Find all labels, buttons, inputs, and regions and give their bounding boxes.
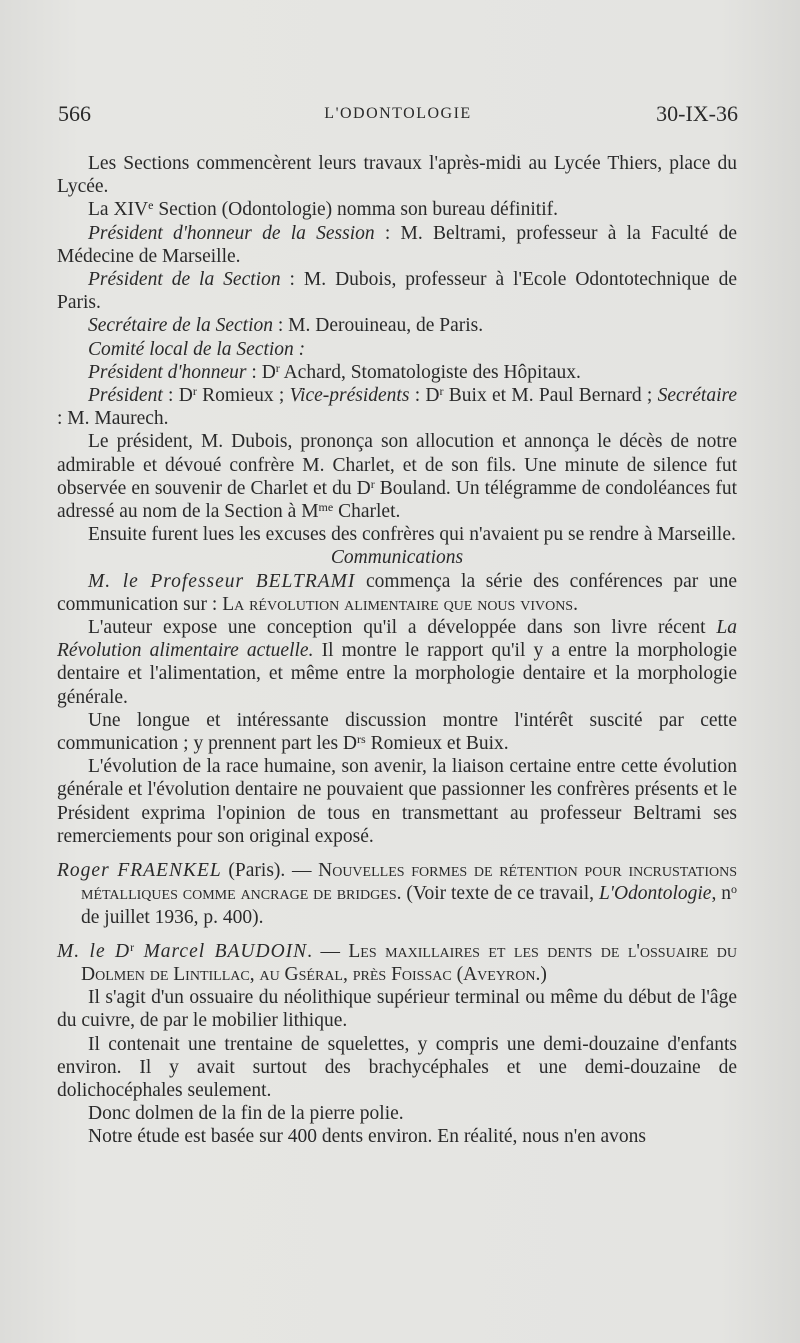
paragraph [57,859,737,929]
paragraph-text: Buix et M. Paul Bernard ; [443,385,658,407]
superscript: r [370,476,375,491]
paragraph-text: Donc dolmen de la fin de la pierre polie. [88,1103,404,1125]
paragraph-text: de juillet 1936, p. 400). [81,906,264,928]
paragraph-text: La XIV [88,199,149,221]
book-title: La Révolution alimentaire actuelle. [57,617,737,662]
paragraph-text: , n [711,883,731,905]
paragraph-text: Romieux et Buix. [365,733,509,755]
body-text [57,152,737,1149]
paragraph [57,314,737,337]
paragraph-text: Section (Odontologie) nomma son bureau définitif. [153,199,558,221]
paragraph-text: (Voir texte de ce travail, [401,883,599,905]
paragraph [57,198,737,221]
paragraph [57,986,737,1032]
role-label: Président d'honneur de la Session [88,222,375,244]
paragraph-text: : M. Dubois, professeur à l'Ecole Odontotechnique de Paris. [57,269,738,314]
paragraph [57,616,737,709]
paragraph-text: Romieux ; [196,385,290,407]
paragraph-text: Il s'agit d'un ossuaire du néolithique supérieur terminal ou même du début de l'âge du cuivre, de par le mobilier lithique. [57,987,737,1032]
paragraph-text: . — [307,940,349,962]
paragraph [57,384,737,430]
paragraph-text: : M. Beltrami, professeur à la Faculté de Médecine de Marseille. [57,222,737,267]
paragraph-text: Il montre le rapport qu'il y a entre la morphologie dentaire et l'alimentation, et même entre la morphologie dentaire et la morphologie générale. [57,640,738,708]
page-header [58,101,738,131]
paragraph [57,361,737,384]
section-title: Communications [330,547,464,569]
superscript: rs [357,732,366,747]
paragraph-text: commença la série des conférences par une communication sur : [57,570,737,615]
communication-title: La révolution alimentaire que nous vivons. [222,593,578,615]
superscript: o [730,882,737,897]
superscript: r [275,360,280,375]
paragraph [57,222,737,268]
paragraph [57,268,737,314]
paragraph [57,1125,737,1148]
paragraph-text: Les Sections commencèrent leurs travaux l'après-midi au Lycée Thiers, place du Lycée. [57,153,737,198]
role-label: Président de la Section [88,269,281,291]
author-name: Roger FRAENKEL [57,860,222,882]
paragraph-text: L'évolution de la race humaine, son avenir, la liaison certaine entre cette évolution générale et l'évolution dentaire ne pouvaient que passionner les confrères présents et le Président exprima l'opinion de tous en transmettant au professeur Beltrami ses remerciements pour son original exposé. [57,756,737,847]
committee-label: Comité local de la Section : [88,338,306,360]
superscript: r [192,384,197,399]
superscript: e [148,198,154,213]
superscript: r [439,384,444,399]
paragraph-text: : M. Derouineau, de Paris. [273,315,484,337]
author-name: M. le D [57,940,131,962]
superscript: r [130,939,135,954]
paragraph-text: Bouland. Un télégramme de condoléances fut adressé au nom de la Section à M [57,477,737,523]
superscript: me [318,500,334,515]
paragraph [57,755,737,848]
communication-title: Les maxillaires et les dents de l'ossuaire du Dolmen de Lintillac, au Gséral, près Foissac (Aveyron.) [81,940,738,985]
paragraph [57,940,737,986]
paragraph [57,709,737,755]
paragraph [57,1033,737,1103]
paragraph-text: Il contenait une trentaine de squelettes, y compris une demi-douzaine d'enfants environ. Il y avait surtout des brachycéphales et une demi-douzaine de dolichocéphales seulement. [57,1033,737,1101]
author-name: M. le Professeur BELTRAMI [88,570,356,592]
role-label: Secrétaire de la Section [88,315,274,337]
running-title: L'ODONTOLOGIE [324,105,472,122]
communication-title: Nouvelles formes de rétention pour incrustations métalliques comme ancrage de bridges. [81,860,737,905]
role-label: Président [88,385,163,407]
paragraph-text: (Paris). — [221,860,319,882]
paragraph-text: Achard, Stomatologiste des Hôpitaux. [279,361,581,383]
paragraph-text: Une longue et intéressante discussion montre l'intérêt suscité par cette communication ; y prennent part les D [57,709,737,755]
author-name: Marcel BAUDOIN [134,940,308,962]
paragraph-text: : D [162,385,193,407]
paragraph [57,570,737,616]
paragraph-text: Charlet. [333,501,401,523]
journal-title: L'Odontologie [598,883,712,905]
paragraph-text: Ensuite furent lues les excuses des confrères qui n'avaient pu se rendre à Marseille. [88,524,736,546]
paragraph-text: Notre étude est basée sur 400 dents environ. En réalité, nous n'en avons [88,1126,647,1148]
issue-date: 30-IX-36 [656,101,738,126]
paragraph [57,152,737,198]
paragraph-text: L'auteur expose une conception qu'il a développée dans son livre récent [88,617,717,639]
paragraph [57,430,737,523]
role-label: Secrétaire [657,385,738,407]
page-number: 566 [58,101,91,126]
paragraph-text: : M. Maurech. [57,408,169,430]
paragraph [57,523,737,546]
paragraph [57,338,737,361]
role-label: Vice-présidents [289,385,410,407]
paragraph-text: : D [246,361,276,383]
paragraph-text: : D [409,385,440,407]
paragraph-text: Le président, M. Dubois, prononça son allocution et annonça le décès de notre admirable et dévoué confrère M. Charlet, et de son fils. Une minute de silence fut observée en souvenir de Charlet et du D [57,431,737,499]
role-label: Président d'honneur [88,361,247,383]
paragraph [57,1102,737,1125]
